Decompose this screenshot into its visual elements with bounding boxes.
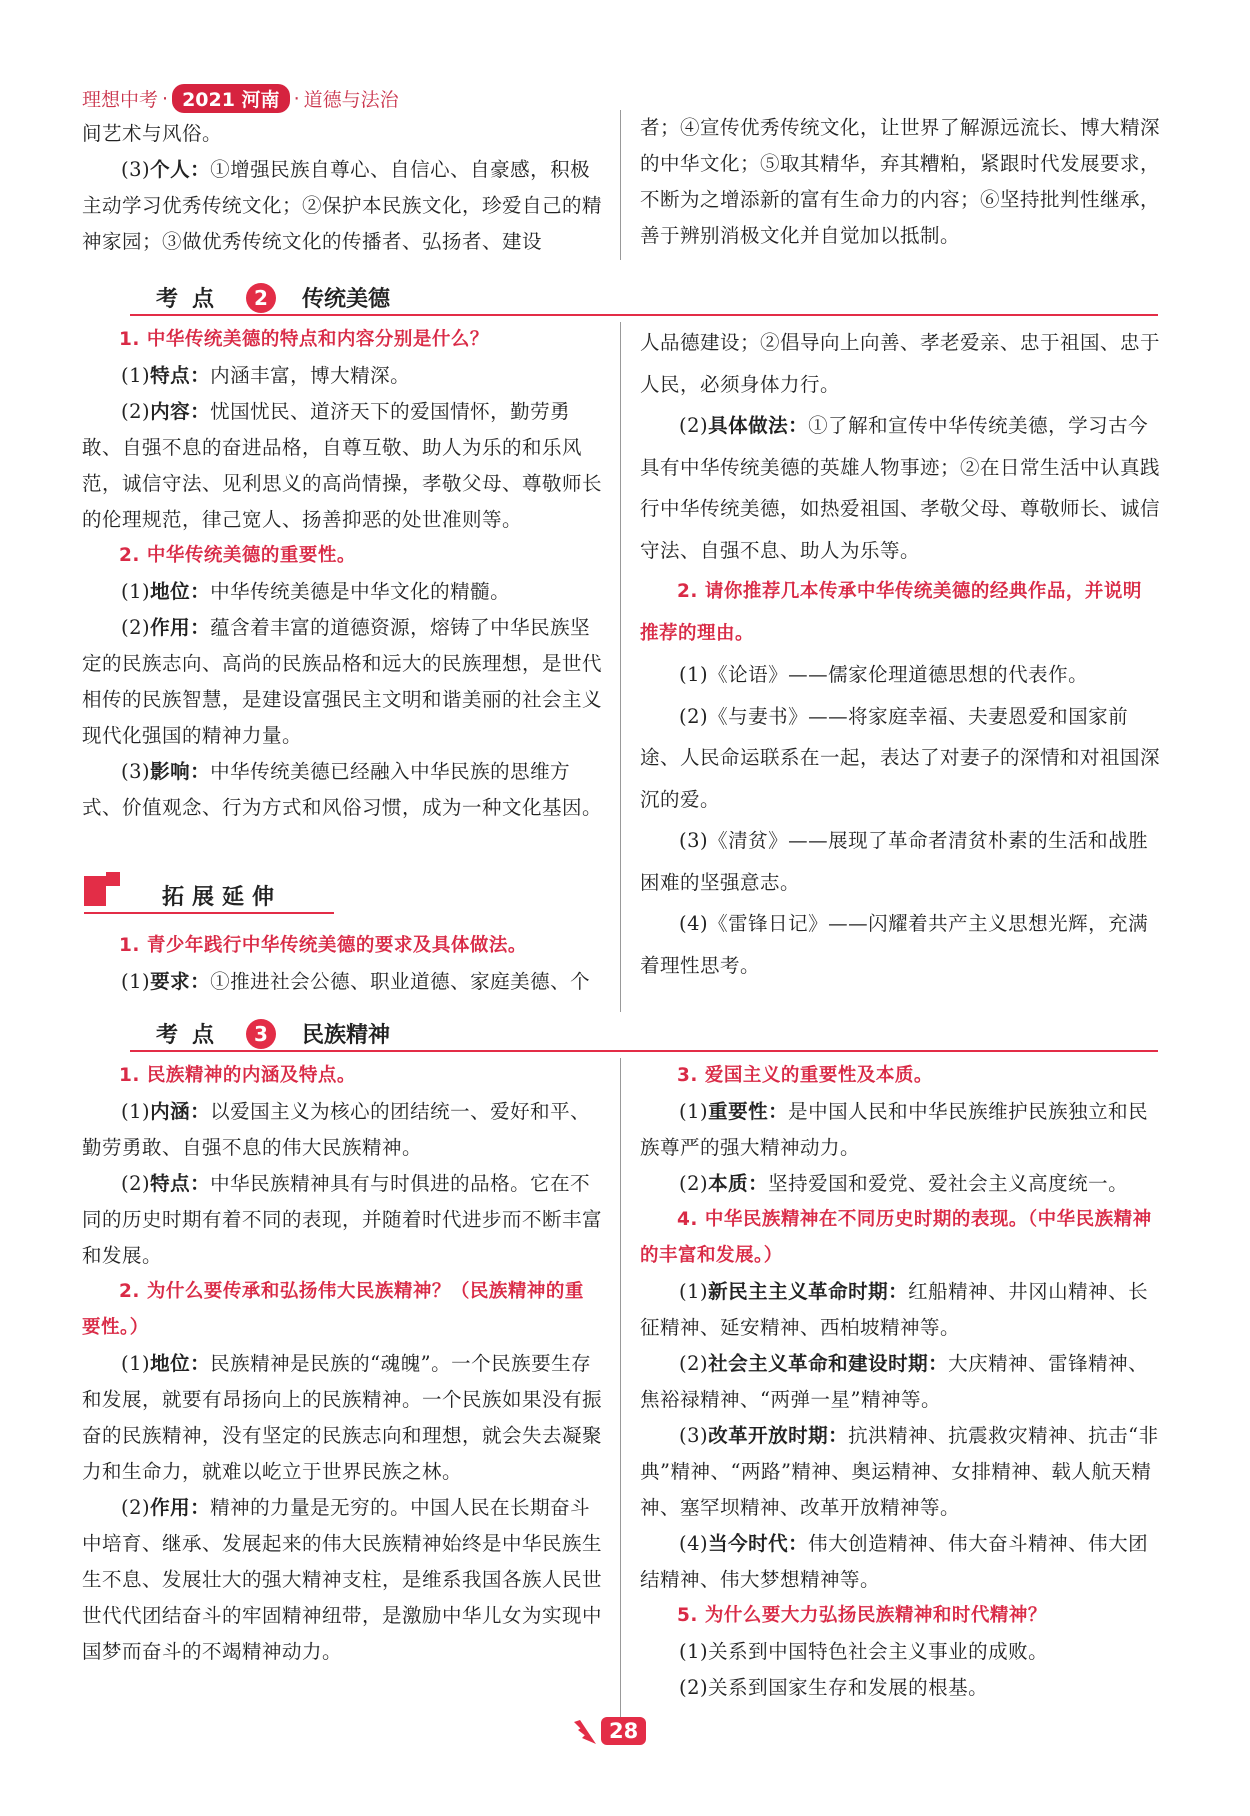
extension-title: 拓展延伸	[162, 885, 283, 910]
answer-item	[82, 1346, 602, 1490]
item-num: (2)	[679, 1172, 709, 1195]
item-num: (1)	[121, 364, 151, 387]
kp3-left-column	[82, 1058, 602, 1670]
item-text: 中华民族精神具有与时俱进的品格。它在不同的历史时期有着不同的表现，并随着时代进步而不断丰富和发展。	[82, 1172, 603, 1267]
item-key: 内容：	[150, 400, 211, 423]
item-num: (1)	[121, 580, 151, 603]
section-rule	[130, 314, 1158, 316]
item-num: (1)	[121, 1352, 151, 1375]
s1-line: 间艺术与风俗。	[82, 122, 223, 145]
item-key: 重要性：	[708, 1100, 789, 1123]
page-number: 28	[601, 1717, 646, 1745]
item-key: 地位：	[150, 1352, 211, 1375]
item-text: 内涵丰富，博大精深。	[210, 364, 411, 387]
item-key: 地位：	[150, 580, 211, 603]
item-text: 是中国人民和中华民族维护民族独立和民族尊严的强大精神动力。	[640, 1100, 1149, 1159]
item-text: 大庆精神、雷锋精神、焦裕禄精神、“两弹一星”精神等。	[640, 1352, 1149, 1411]
answer-item	[640, 1346, 1160, 1418]
answer-item	[82, 394, 602, 538]
section-rule	[130, 1050, 1158, 1052]
item-key: 特点：	[150, 1172, 211, 1195]
item-text: 以爱国主义为核心的团结统一、爱好和平、勤劳勇敢、自强不息的伟大民族精神。	[82, 1100, 591, 1159]
item-key: 要求：	[150, 970, 211, 993]
kaodian-label: 考点	[156, 1023, 229, 1048]
column-divider	[620, 322, 621, 1012]
answer-item	[82, 964, 602, 1000]
item-key: 当今时代：	[708, 1532, 809, 1555]
item-text: 伟大创造精神、伟大奋斗精神、伟大团结精神、伟大梦想精神等。	[640, 1532, 1149, 1591]
item-key: 社会主义革命和建设时期：	[708, 1352, 949, 1375]
answer-item	[640, 1166, 1160, 1202]
answer-item	[82, 1094, 602, 1166]
section-header-kp2	[156, 282, 390, 313]
question: 2. 为什么要传承和弘扬伟大民族精神？（民族精神的重要性。）	[82, 1281, 584, 1338]
answer-item	[82, 754, 602, 826]
question: 3. 爱国主义的重要性及本质。	[677, 1065, 933, 1086]
answer-item	[640, 1274, 1160, 1346]
item-num: (2)	[121, 1496, 151, 1519]
answer-item	[640, 1418, 1160, 1526]
header-dot: ·	[162, 87, 169, 110]
year-region-badge: 2021 河南	[172, 84, 290, 113]
item-key: 具体做法：	[708, 414, 809, 437]
item-key: 个人：	[150, 158, 211, 181]
item-key: 作用：	[150, 1496, 211, 1519]
item-num: (2)	[679, 1352, 709, 1375]
item-num: (3)	[679, 1424, 709, 1447]
answer-item	[82, 1490, 602, 1670]
question: 1. 中华传统美德的特点和内容分别是什么？	[119, 329, 489, 350]
section-title: 民族精神	[302, 1023, 391, 1048]
item-text: 中华传统美德是中华文化的精髓。	[210, 580, 511, 603]
kaodian-label: 考点	[156, 287, 229, 312]
item-key: 影响：	[150, 760, 211, 783]
item-text: 民族精神是民族的“魂魄”。一个民族要生存和发展，就要有昂扬向上的民族精神。一个民族如果没有振奋的民族精神，没有坚定的民族志向和理想，就会失去凝聚力和生命力，就难以屹立于世界民族之林。	[82, 1352, 603, 1483]
subject-name: 道德与法治	[303, 89, 399, 111]
answer-item	[640, 1094, 1160, 1166]
answer-item: (2)关系到国家生存和发展的根基。	[679, 1676, 989, 1699]
question: 2. 中华传统美德的重要性。	[119, 545, 356, 566]
item-num: (2)	[121, 400, 151, 423]
item-key: 新民主主义革命时期：	[708, 1280, 909, 1303]
question: 4. 中华民族精神在不同历史时期的表现。（中华民族精神的丰富和发展。）	[640, 1209, 1152, 1266]
item-num: (1)	[679, 1280, 709, 1303]
answer-item	[82, 610, 602, 754]
book-item: (4)《雷锋日记》——闪耀着共产主义思想光辉，充满着理性思考。	[640, 912, 1149, 977]
brand-name: 理想中考	[82, 89, 159, 111]
answer-item	[640, 405, 1160, 571]
item-text: ①推进社会公德、职业道德、家庭美德、个	[210, 970, 591, 993]
item-text: 抗洪精神、抗震救灾精神、抗击“非典”精神、“两路”精神、奥运精神、女排精神、载人航天精神、塞罕坝精神、改革开放精神等。	[640, 1424, 1159, 1519]
kp2-right-column	[640, 322, 1160, 986]
answer-continued: 人品德建设；②倡导向上向善、孝老爱亲、忠于祖国、忠于人民，必须身体力行。	[640, 331, 1161, 396]
item-key: 本质：	[708, 1172, 769, 1195]
section-header-kp3	[156, 1018, 390, 1049]
kp2-left-column	[82, 322, 602, 826]
answer-item	[82, 574, 602, 610]
book-item: (1)《论语》——儒家伦理道德思想的代表作。	[679, 663, 1089, 686]
book-item: (3)《清贫》——展现了革命者清贫朴素的生活和战胜困难的坚强意志。	[640, 829, 1149, 894]
item-text: 蕴含着丰富的道德资源，熔铸了中华民族坚定的民族志向、高尚的民族品格和远大的民族理想，是世代相传的民族智慧，是建设富强民主文明和谐美丽的社会主义现代化强国的精神力量。	[82, 616, 603, 747]
column-divider	[620, 110, 621, 260]
item-key: 作用：	[150, 616, 211, 639]
section-number: 3	[246, 1019, 276, 1049]
item-key: 内涵：	[150, 1100, 211, 1123]
extension-mark-small	[106, 872, 120, 886]
question: 5. 为什么要大力弘扬民族精神和时代精神？	[677, 1605, 1047, 1626]
s1-left-column	[82, 116, 602, 260]
section-title: 传统美德	[302, 287, 391, 312]
item-num: (1)	[121, 1100, 151, 1123]
answer-item	[82, 1166, 602, 1274]
item-text: 中华传统美德已经融入中华民族的思维方式、价值观念、行为方式和风俗习惯，成为一种文化基因。	[82, 760, 603, 819]
item-key: 特点：	[150, 364, 211, 387]
extension-rule	[84, 912, 334, 914]
item-num: (3)	[121, 760, 151, 783]
question: 1. 青少年践行中华传统美德的要求及具体做法。	[119, 935, 527, 956]
item-text: ①增强民族自尊心、自信心、自豪感，积极主动学习优秀传统文化；②保护本民族文化，珍爱自己的精神家园；③做优秀传统文化的传播者、弘扬者、建设	[82, 158, 603, 253]
s1-right-column	[640, 110, 1160, 254]
item-num: (4)	[679, 1532, 709, 1555]
answer-item	[82, 358, 602, 394]
item-num: (1)	[121, 970, 151, 993]
item-text: ①了解和宣传中华传统美德，学习古今具有中华传统美德的英雄人物事迹；②在日常生活中认真践行中华传统美德，如热爱祖国、孝敬父母、尊敬师长、诚信守法、自强不息、助人为乐等。	[640, 414, 1161, 562]
kp3-right-column	[640, 1058, 1160, 1706]
item-num: (2)	[121, 1172, 151, 1195]
answer-item: (1)关系到中国特色社会主义事业的成败。	[679, 1640, 1049, 1663]
question: 1. 民族精神的内涵及特点。	[119, 1065, 356, 1086]
header-dot-2: ·	[293, 87, 300, 110]
item-text: 忧国忧民、道济天下的爱国情怀，勤劳勇敢、自强不息的奋进品格，自尊互敬、助人为乐的和乐风范，诚信守法、见利思义的高尚情操，孝敬父母、尊敬师长的伦理规范，律己宽人、扬善抑恶的处世准则等。	[82, 400, 603, 531]
item-num: (1)	[679, 1100, 709, 1123]
extension-content	[82, 928, 602, 1000]
s1-personal	[82, 152, 602, 260]
item-key: 改革开放时期：	[708, 1424, 849, 1447]
extension-mark	[84, 876, 106, 906]
page-header	[82, 84, 399, 113]
item-num: (2)	[679, 414, 709, 437]
s1-right-text: 者；④宣传优秀传统文化，让世界了解源远流长、博大精深的中华文化；⑤取其精华，弃其糟粕，紧跟时代发展要求，不断为之增添新的富有生命力的内容；⑥坚持批判性继承，善于辨别消极文化并自觉加以抵制。	[640, 116, 1161, 247]
item-num: (3)	[121, 158, 151, 181]
item-text: 红船精神、井冈山精神、长征精神、延安精神、西柏坡精神等。	[640, 1280, 1149, 1339]
page-fan-icon	[572, 1716, 598, 1746]
question: 2. 请你推荐几本传承中华传统美德的经典作品，并说明推荐的理由。	[640, 581, 1142, 644]
book-item: (2)《与妻书》——将家庭幸福、夫妻恩爱和国家前途、人民命运联系在一起，表达了对妻子的深情和对祖国深沉的爱。	[640, 704, 1161, 811]
item-num: (2)	[121, 616, 151, 639]
section-number: 2	[246, 283, 276, 313]
column-divider	[620, 1058, 621, 1718]
page-number-block	[572, 1716, 646, 1746]
item-text: 坚持爱国和爱党、爱社会主义高度统一。	[768, 1172, 1129, 1195]
item-text: 精神的力量是无穷的。中国人民在长期奋斗中培育、继承、发展起来的伟大民族精神始终是中华民族生生不息、发展壮大的强大精神支柱，是维系我国各族人民世世代代团结奋斗的牢固精神纽带，是激励中华儿女为实现中国梦而奋斗的不竭精神动力。	[82, 1496, 603, 1663]
answer-item	[640, 1526, 1160, 1598]
